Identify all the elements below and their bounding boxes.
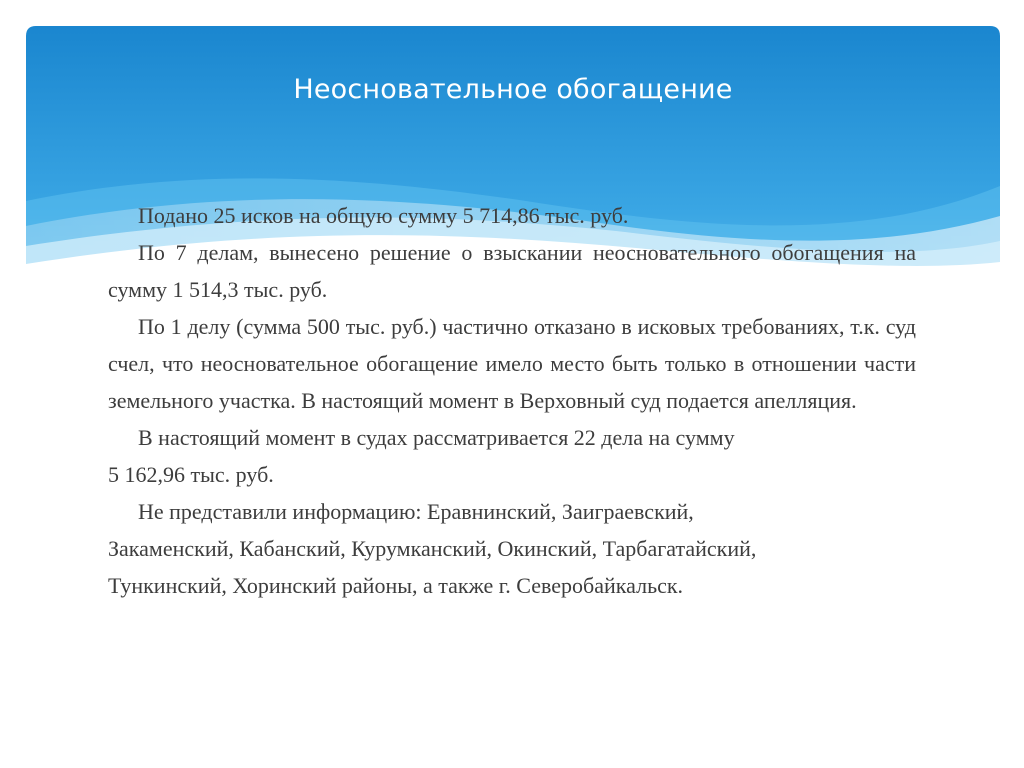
paragraph-missing-info-line2: Закаменский, Кабанский, Курумканский, Окинский, Тарбагатайский, xyxy=(108,536,757,561)
paragraph-decisions: По 7 делам, вынесено решение о взыскании неосновательного обогащения на сумму 1 514,3 тыс. руб. xyxy=(108,240,916,302)
paragraph-missing-info-line3: Тункинский, Хоринский районы, а также г. Северобайкальск. xyxy=(108,573,684,598)
slide-title: Неосновательное обогащение xyxy=(293,74,733,105)
paragraph-partial-refusal: По 1 делу (сумма 500 тыс. руб.) частично отказано в исковых требованиях, т.к. суд счел, что неосновательное обогащение имело место быть только в отношении части земельного участка. В настоящий момент в Верховный суд подается апелляция. xyxy=(108,314,916,413)
paragraph-missing-info-line1: Не представили информацию: Еравнинский, Заиграевский, xyxy=(138,499,694,524)
paragraph-pending-cases-line2: 5 162,96 тыс. руб. xyxy=(108,462,274,487)
slide-body-text xyxy=(108,197,916,604)
paragraph-pending-cases-line1: В настоящий момент в судах рассматривается 22 дела на сумму xyxy=(138,425,735,450)
paragraph-claims-filed: Подано 25 исков на общую сумму 5 714,86 тыс. руб. xyxy=(138,203,629,228)
